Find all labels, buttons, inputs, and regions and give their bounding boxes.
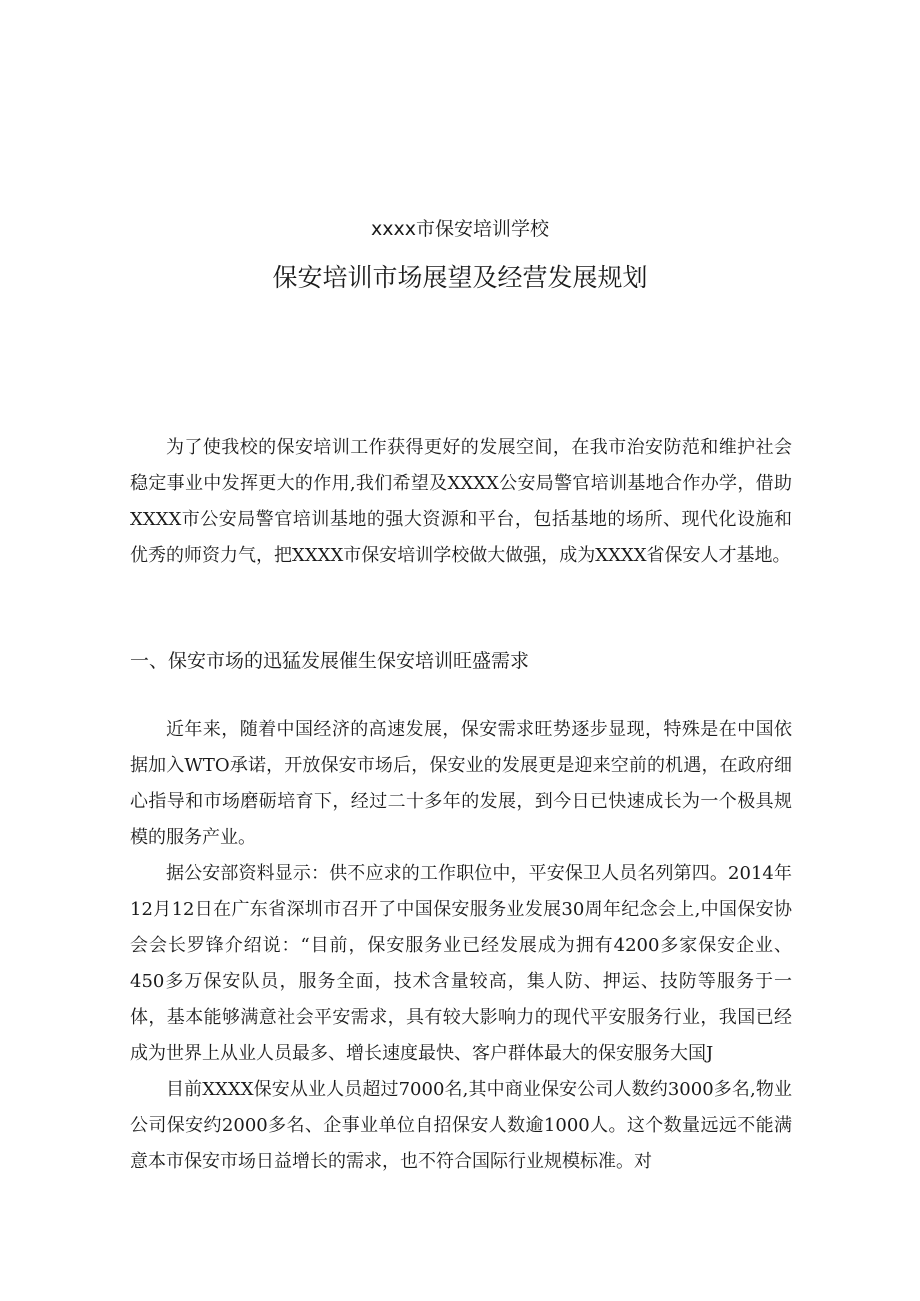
document-title: 保安培训市场展望及经营发展规划	[272, 263, 648, 292]
section-1-paragraph-2: 据公安部资料显示：供不应求的工作职位中，平安保卫人员名列第四。2014年12月12日在广东省深圳市召开了中国保安服务业发展30周年纪念会上,中国保安协会会长罗锋介绍说：“目前，保安服务业已经发展成为拥有4200多家保安企业、450多万保安队员，服务全面，技术含量较高，集人防、押运、技防等服务于一体，基本能够满意社会平安需求，具有较大影响力的现代平安服务行业，我国已经成为世界上从业人员最多、增长速度最快、客户群体最大的保安服务大国J	[130, 863, 792, 1064]
section-1-paragraph-3: 目前XXXX保安从业人员超过7000名,其中商业保安公司人数约3000多名,物业公司保安约2000多名、企事业单位自招保安人数逾1000人。这个数量远远不能满意本市保安市场日益增长的需求，也不符合国际行业规模标准。对	[130, 1079, 792, 1172]
section-1-heading: 一、保安市场的迅猛发展催生保安培训旺盛需求	[130, 650, 530, 672]
intro-section	[130, 430, 792, 574]
section-1-body	[130, 712, 792, 1180]
section-1-paragraph-1: 近年来，随着中国经济的高速发展，保安需求旺势逐步显现，特殊是在中国依据加入WTO承诺，开放保安市场后，保安业的发展更是迎来空前的机遇，在政府细心指导和市场磨砺培育下，经过二十多年的发展，到今日已快速成长为一个极具规模的服务产业。	[130, 719, 792, 848]
intro-paragraph: 为了使我校的保安培训工作获得更好的发展空间，在我市治安防范和维护社会稳定事业中发挥更大的作用,我们希望及XXXX公安局警官培训基地合作办学，借助XXXX市公安局警官培训基地的强大资源和平台，包括基地的场所、现代化设施和优秀的师资力气，把XXXX市保安培训学校做大做强，成为XXXX省保安人才基地。	[130, 437, 792, 566]
school-name: xxxx市保安培训学校	[371, 218, 549, 240]
